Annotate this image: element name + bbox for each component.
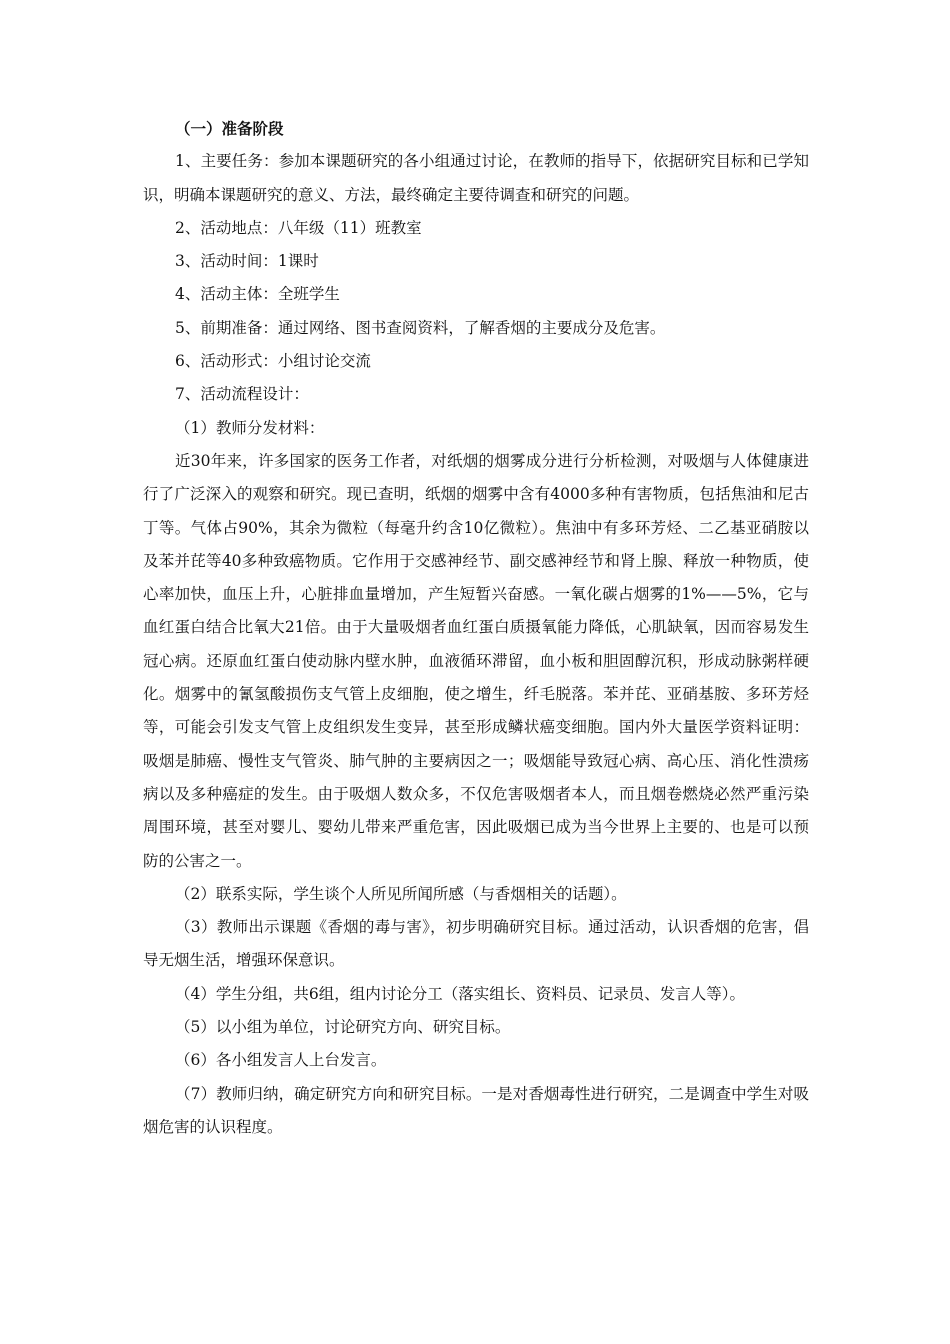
section-heading: （一）准备阶段 — [175, 119, 284, 138]
paragraph-format: 6、活动形式：小组讨论交流 — [175, 352, 371, 371]
paragraph-step-2: （2）联系实际，学生谈个人所见所闻所感（与香烟相关的话题）。 — [175, 884, 627, 903]
paragraph-flow-design: 7、活动流程设计： — [175, 385, 309, 404]
paragraph-preparation: 5、前期准备：通过网络、图书查阅资料，了解香烟的主要成分及危害。 — [175, 318, 666, 337]
paragraph-material: 近30年来，许多国家的医务工作者，对纸烟的烟雾成分进行分析检测，对吸烟与人体健康进行了广泛深入的观察和研究。现已查明，纸烟的烟雾中含有4000多种有害物质，包括焦油和尼古丁等。气体占90%，其余为微粒（每毫升约含10亿微粒）。焦油中有多环芳烃、二乙基亚硝胺以及苯并芘等40多种致癌物质。它作用于交感神经节、副交感神经节和肾上腺、释放一种物质，使心率加快，血压上升，心脏排血量增加，产生短暂兴奋感。一氧化碳占烟雾的1%——5%，它与血红蛋白结合比氧大21倍。由于大量吸烟者血红蛋白质摄氧能力降低，心肌缺氧，因而容易发生冠心病。还原血红蛋白使动脉内壁水肿，血液循环滞留，血小板和胆固醇沉积，形成动脉粥样硬化。烟雾中的氰氢酸损伤支气管上皮细胞，使之增生，纤毛脱落。苯并芘、亚硝基胺、多环芳烃等，可能会引发支气管上皮组织发生变异，甚至形成鳞状癌变细胞。国内外大量医学资料证明：吸烟是肺癌、慢性支气管炎、肺气肿的主要病因之一；吸烟能导致冠心病、高心压、消化性溃疡病以及多种癌症的发生。由于吸烟人数众多，不仅危害吸烟者本人，而且烟卷燃烧必然严重污染周围环境，甚至对婴儿、婴幼儿带来严重危害，因此吸烟已成为当今世界上主要的、也是可以预防的公害之一。 — [143, 451, 809, 870]
paragraph-step-3: （3）教师出示课题《香烟的毒与害》，初步明确研究目标。通过活动，认识香烟的危害，倡导无烟生活，增强环保意识。 — [143, 918, 809, 970]
paragraph-main-task: 1、主要任务：参加本课题研究的各小组通过讨论，在教师的指导下，依据研究目标和已学知识，明确本课题研究的意义、方法，最终确定主要待调查和研究的问题。 — [143, 152, 809, 204]
paragraph-location: 2、活动地点：八年级（11）班教室 — [175, 218, 422, 237]
paragraph-step-4: （4）学生分组，共6组，组内讨论分工（落实组长、资料员、记录员、发言人等）。 — [175, 984, 745, 1003]
paragraph-step-6: （6）各小组发言人上台发言。 — [175, 1051, 387, 1070]
document-page — [143, 112, 809, 1144]
paragraph-time: 3、活动时间：1课时 — [175, 252, 319, 271]
paragraph-step-1: （1）教师分发材料： — [175, 418, 325, 437]
paragraph-step-7: （7）教师归纳，确定研究方向和研究目标。一是对香烟毒性进行研究，二是调查中学生对吸烟危害的认识程度。 — [143, 1084, 809, 1136]
paragraph-subject: 4、活动主体：全班学生 — [175, 285, 340, 304]
paragraph-step-5: （5）以小组为单位，讨论研究方向、研究目标。 — [175, 1018, 511, 1037]
